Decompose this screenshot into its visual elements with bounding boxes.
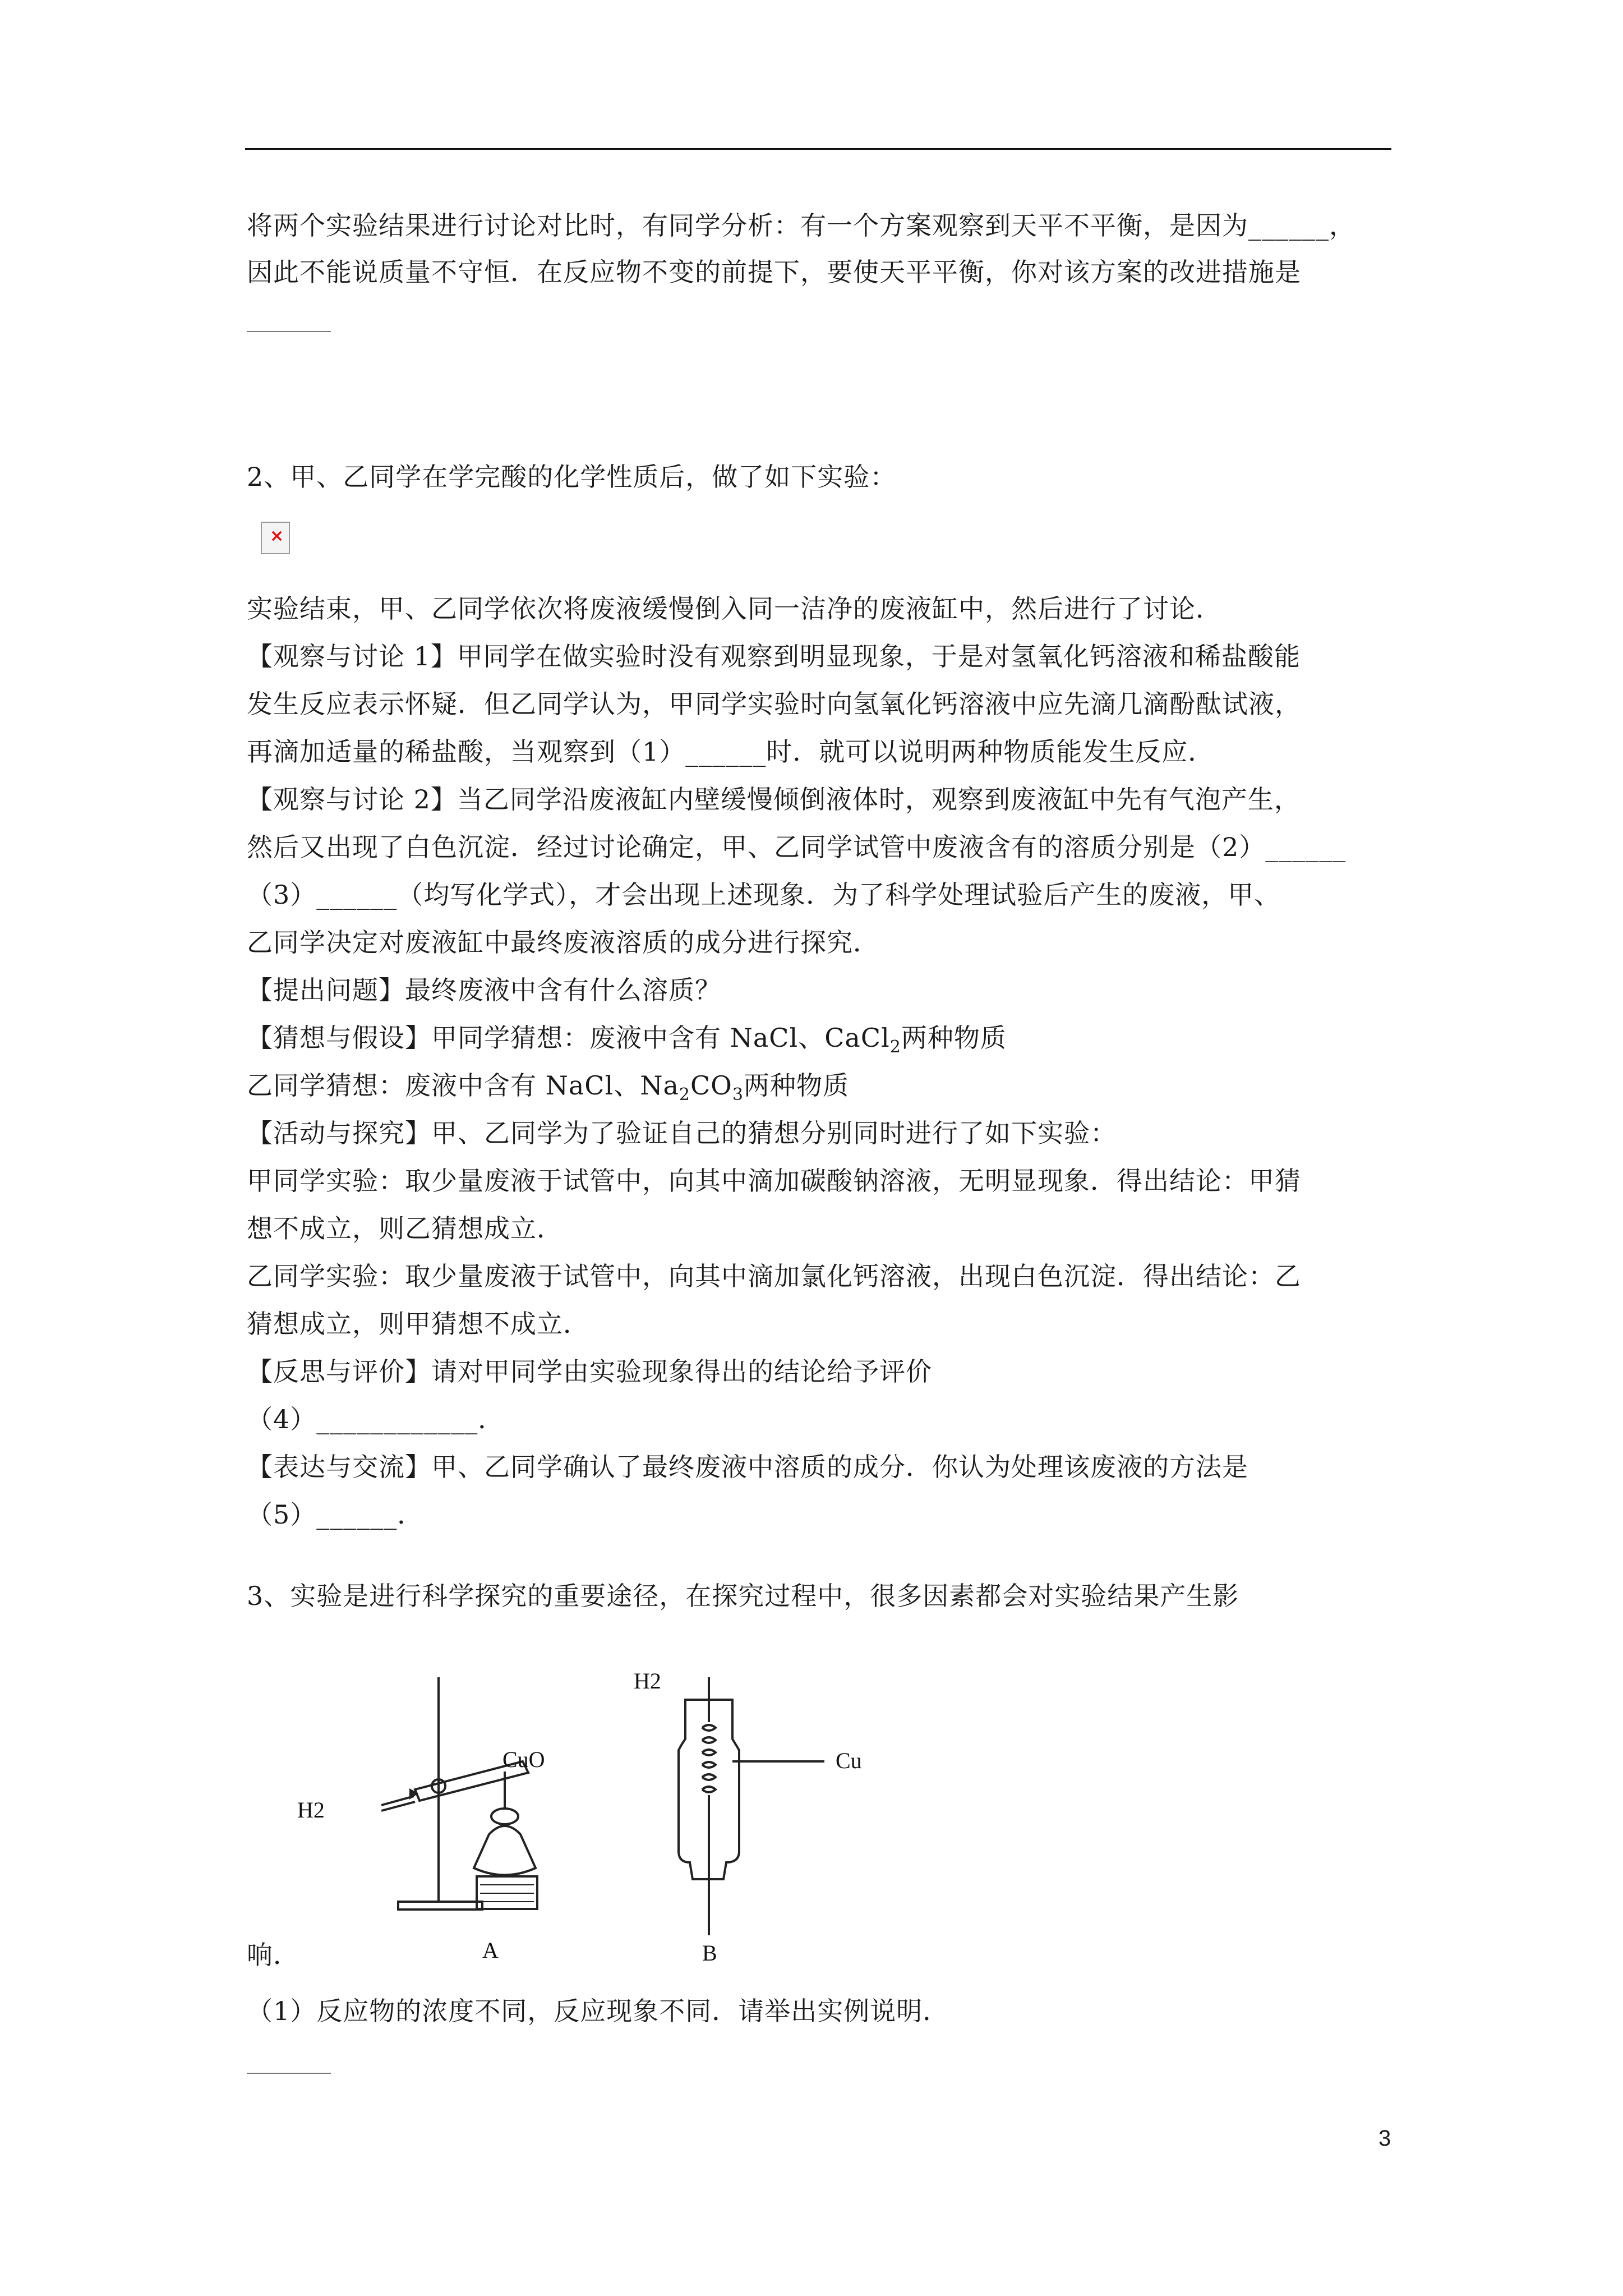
text-line: 甲同学实验：取少量废液于试管中，向其中滴加碳酸钠溶液，无明显现象．得出结论：甲猜	[247, 1166, 1301, 1196]
label-h2-a: H2	[297, 1797, 325, 1823]
text-line: 将两个实验结果进行讨论对比时，有同学分析：有一个方案观察到天平不平衡，是因为______，	[247, 210, 1355, 241]
label-b: B	[702, 1940, 717, 1966]
text-line: 乙同学决定对废液缸中最终废液溶质的成分进行探究．	[247, 927, 879, 958]
text-line: 【提出问题】最终废液中含有什么溶质？	[247, 975, 721, 1005]
text-line: 乙同学实验：取少量废液于试管中，向其中滴加氯化钙溶液，出现白色沉淀．得出结论：乙	[247, 1261, 1301, 1291]
hypothesis-line-a: 【猜想与假设】甲同学猜想：废液中含有 NaCl、CaCl$_2$两种物质	[247, 1023, 1007, 1057]
page-number: 3	[1378, 2126, 1391, 2151]
text-line: 【活动与探究】甲、乙同学为了验证自己的猜想分别同时进行了如下实验：	[247, 1118, 1117, 1148]
text-line: （3）______（均写化学式），才会出现上述现象．为了科学处理试验后产生的废液，甲、	[247, 880, 1281, 910]
text-line: 猜想成立，则甲猜想不成立．	[247, 1309, 589, 1339]
text-line: 【观察与讨论 2】当乙同学沿废液缸内壁缓慢倾倒液体时，观察到废液缸中先有气泡产生，	[247, 784, 1301, 815]
text-line: 想不成立，则乙猜想成立．	[247, 1213, 563, 1244]
label-a: A	[482, 1938, 499, 1963]
answer-blank	[247, 2073, 331, 2074]
text-line: 实验结束，甲、乙同学依次将废液缓慢倒入同一洁净的废液缸中，然后进行了讨论．	[247, 593, 1222, 624]
text-line: 【表达与交流】甲、乙同学确认了最终废液中溶质的成分．你认为处理该废液的方法是	[247, 1452, 1248, 1482]
text-line: 【反思与评价】请对甲同学由实验现象得出的结论给予评价	[247, 1356, 932, 1387]
apparatus-b	[679, 1677, 824, 1935]
label-cu: Cu	[836, 1748, 862, 1773]
text-line: 响．	[247, 1940, 299, 1970]
text-line: 然后又出现了白色沉淀．经过讨论确定，甲、乙同学试管中废液含有的溶质分别是（2）______	[247, 832, 1347, 862]
hypothesis-line-b: 乙同学猜想：废液中含有 NaCl、$Na_2CO_3$两种物质	[247, 1070, 849, 1105]
text-line: （1）反应物的浓度不同，反应现象不同．请举出实例说明．	[247, 1996, 949, 2026]
text-line: 再滴加适量的稀盐酸，当观察到（1）______时．就可以说明两种物质能发生反应．	[247, 737, 1215, 767]
text-line: （5）______．	[247, 1499, 424, 1530]
header-rule	[245, 148, 1391, 150]
text-line: 发生反应表示怀疑．但乙同学认为，甲同学实验时向氢氧化钙溶液中应先滴几滴酚酞试液，	[247, 689, 1301, 719]
text-line: （4）____________．	[247, 1404, 505, 1434]
text-line: 因此不能说质量不守恒．在反应物不变的前提下，要使天平平衡，你对该方案的改进措施是	[247, 257, 1301, 287]
question-2-title: 2、甲、乙同学在学完酸的化学性质后，做了如下实验：	[247, 462, 897, 492]
broken-image-icon: ×	[261, 522, 290, 554]
label-cuo: CuO	[502, 1747, 545, 1772]
text-line: 【观察与讨论 1】甲同学在做实验时没有观察到明显现象，于是对氢氧化钙溶液和稀盐酸能	[247, 641, 1301, 671]
answer-blank	[247, 331, 331, 332]
apparatus-a	[381, 1677, 537, 1910]
question-3-title: 3、实验是进行科学探究的重要途径，在探究过程中，很多因素都会对实验结果产生影	[247, 1581, 1239, 1611]
apparatus-figure	[280, 1666, 897, 1980]
label-h2-b: H2	[634, 1668, 661, 1694]
